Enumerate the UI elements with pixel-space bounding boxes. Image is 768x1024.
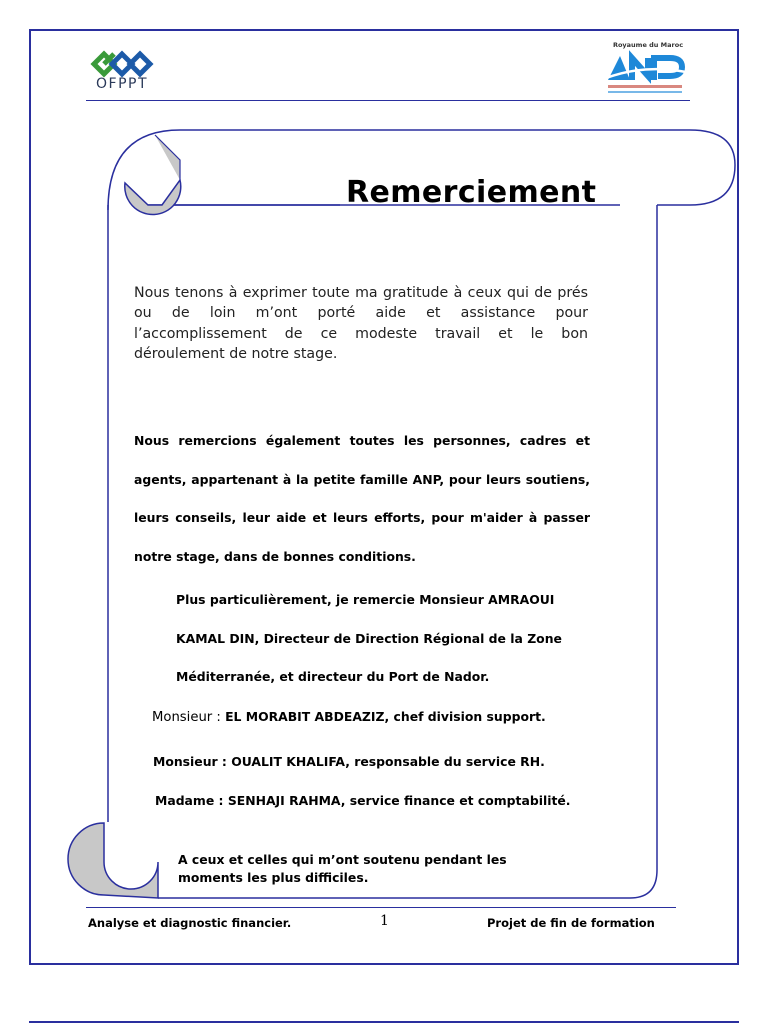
intro-paragraph: Nous tenons à exprimer toute ma gratitude à ceux qui de prés ou de loin m’ont porté aide et assistance pour l’accomplissement de ce modeste travail et le bon déroulement de notre stage. [134,285,588,363]
footer-left-text: Analyse et diagnostic financier. [88,916,292,930]
next-page-border [29,1021,739,1023]
page-title: Remerciement [346,175,597,210]
thanks-line-1-prefix: Monsieur : [152,710,226,725]
footer-right-text: Projet de fin de formation [487,916,655,930]
thanks-line-3: Madame : SENHAJI RAHMA, service finance et comptabilité. [155,793,571,808]
closing-paragraph: A ceux et celles qui m’ont soutenu pendant les moments les plus difficiles. [178,852,507,885]
thanks-line-1-text: EL MORABIT ABDEAZIZ, chef division support. [225,709,546,724]
thanks-line-2: Monsieur : OUALIT KHALIFA, responsable du service RH. [153,754,545,769]
special-thanks-paragraph: Plus particulièrement, je remercie Monsieur AMRAOUI KAMAL DIN, Directeur de Direction Régional de la Zone Méditerranée, et directeur du Port de Nador. [176,592,562,684]
footer-rule [86,907,676,908]
ofppt-logo-text: OFPPT [96,76,149,92]
thanks-line-1 [152,709,546,725]
anp-logo-caption: Royaume du Maroc [612,41,684,49]
page-number: 1 [380,913,389,929]
thanks-paragraph: Nous remercions également toutes les personnes, cadres et agents, appartenant à la petite famille ANP, pour leurs soutiens, leurs conseils, leur aide et leurs efforts, pour m'aider à passer notre stage, dans de bonnes conditions. [134,433,590,564]
